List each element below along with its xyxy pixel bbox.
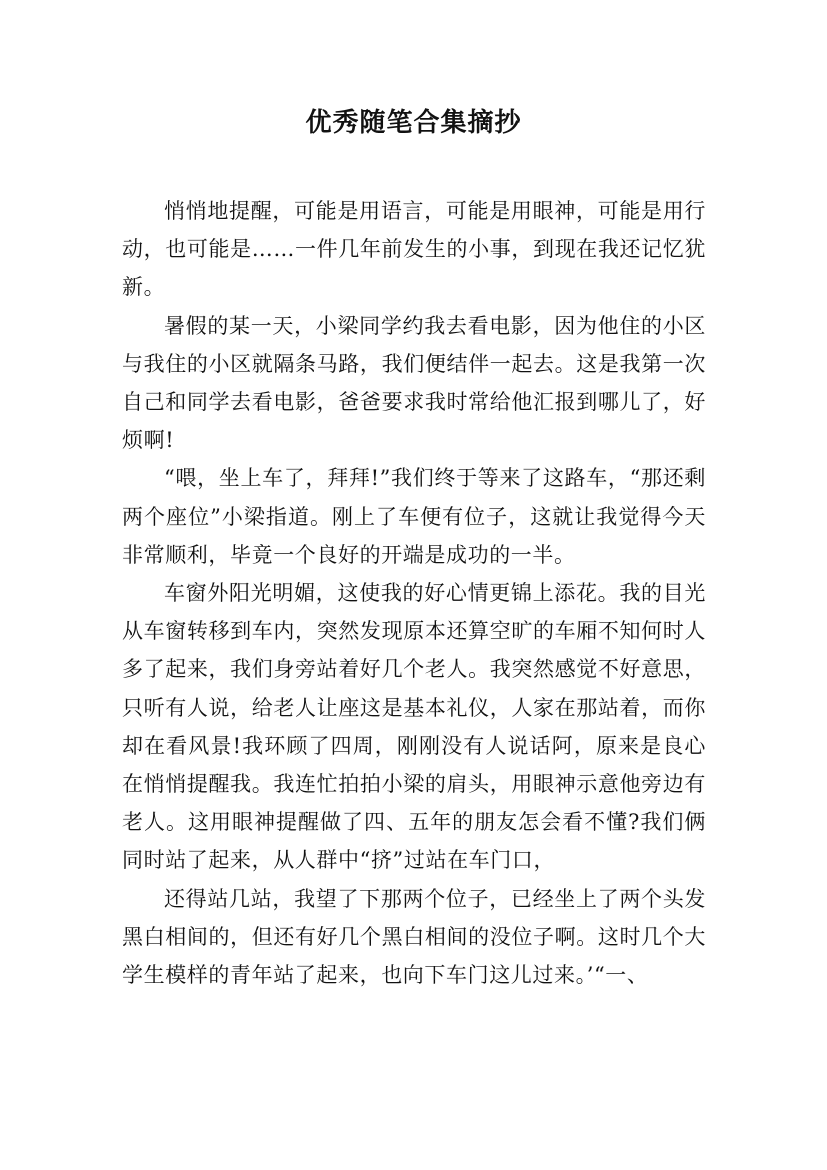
- document-title: 优秀随笔合集摘抄: [305, 108, 522, 138]
- paragraph-2: 暑假的某一天，小梁同学约我去看电影，因为他住的小区与我住的小区就隔条马路，我们便结伴一起去。这是我第一次自己和同学去看电影，爸爸要求我时常给他汇报到哪儿了，好烦啊!: [122, 313, 706, 453]
- paragraph-5: 还得站几站，我望了下那两个位子，已经坐上了两个头发黑白相间的，但还有好几个黑白相间的没位子啊。这时几个大学生模样的青年站了起来，也向下车门这儿过来。’“一、: [122, 886, 706, 988]
- paragraph-3: “喂，坐上车了，拜拜!”我们终于等来了这路车，“那还剩两个座位”小梁指道。刚上了车便有位子，这就让我觉得今天非常顺利，毕竟一个良好的开端是成功的一半。: [122, 466, 706, 567]
- document-body: [122, 192, 706, 994]
- paragraph-4: 车窗外阳光明媚，这使我的好心情更锦上添花。我的目光从车窗转移到车内，突然发现原本还算空旷的车厢不知何时人多了起来，我们身旁站着好几个老人。我突然感觉不好意思，只听有人说，给老人让座这是基本礼仪，人家在那站着，而你却在看风景!我环顾了四周，刚刚没有人说话阿，原来是良心在悄悄提醒我。我连忙拍拍小梁的肩头，用眼神示意他旁边有老人。这用眼神提醒做了四、五年的朋友怎会看不懂?我们俩同时站了起来，从人群中“挤”过站在车门口，: [122, 581, 706, 873]
- paragraph-1: 悄悄地提醒，可能是用语言，可能是用眼神，可能是用行动，也可能是……一件几年前发生的小事，到现在我还记忆犹新。: [122, 199, 706, 300]
